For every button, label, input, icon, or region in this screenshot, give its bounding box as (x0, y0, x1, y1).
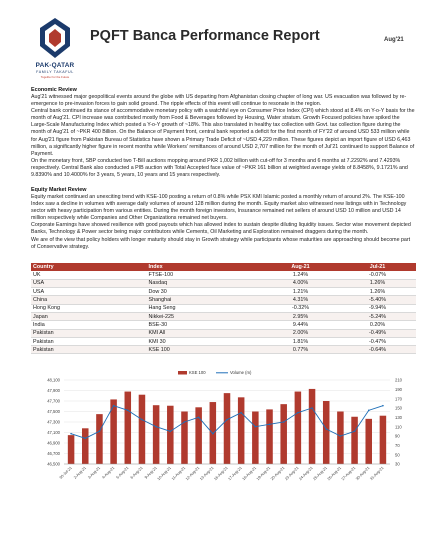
cell-aug21: 4.00% (262, 279, 339, 287)
table-header-row (31, 263, 416, 271)
y-right-tick-label: 110 (395, 424, 402, 430)
cell-jul21: -0.49% (339, 329, 416, 337)
volume-point (340, 435, 342, 437)
legend-kse100-swatch (178, 371, 187, 375)
y-right-tick-label: 210 (395, 377, 402, 383)
x-tick-label: 20-Aug-21 (270, 465, 286, 482)
kse100-bar (252, 412, 259, 465)
cell-aug21: 4.31% (262, 296, 339, 304)
table-row (31, 329, 416, 337)
volume-point (255, 426, 257, 428)
x-tick-label: 19-Aug-21 (255, 465, 272, 482)
kse100-bar (351, 417, 358, 464)
x-tick-label: 31-Aug-21 (369, 465, 385, 482)
y-right-tick-label: 30 (395, 461, 400, 467)
volume-point (198, 417, 200, 419)
y-left-tick-label: 47,900 (47, 388, 60, 394)
y-left-tick-label: 46,500 (47, 461, 60, 467)
kse100-bar (280, 404, 287, 464)
x-tick-label: 5-Aug-21 (115, 465, 130, 480)
cell-index: Dow 30 (147, 288, 263, 296)
y-right-tick-label: 50 (395, 452, 400, 458)
table-row (31, 271, 416, 279)
cell-jul21: 1.26% (339, 279, 416, 287)
kse100-bar (238, 397, 245, 464)
economic-review-text (31, 94, 415, 179)
cell-country: USA (31, 288, 147, 296)
volume-point (127, 410, 129, 412)
cell-index: BSE-30 (147, 321, 263, 329)
kse100-bar (266, 409, 273, 464)
kse100-bar (82, 428, 89, 464)
x-tick-label: 17-Aug-21 (227, 465, 243, 482)
cell-jul21: -0.64% (339, 346, 416, 354)
cell-aug21: 2.95% (262, 312, 339, 320)
table-row (31, 304, 416, 312)
economic-paragraph: On the monetary front, SBP conducted two T-Bill auctions mopping around PKR 1,002 billion with cut-off for 3 months and 6 months at 7.2292% and 7.4293% respectively. Central Bank also conducted a PIB auction with Total Accepted face value of ~PKR 161 billion at weighted average yields of 8.8458%, 9.1721% and 9.8390% and 10.4000% for 3 years, 5 years, 10 years and 15 years respectively. (31, 157, 408, 179)
volume-point (70, 433, 72, 435)
kse100-bar (96, 414, 103, 464)
y-right-tick-label: 130 (395, 414, 402, 420)
cell-jul21: 0.20% (339, 321, 416, 329)
volume-point (212, 433, 214, 435)
y-left-tick-label: 46,900 (47, 440, 60, 446)
kse100-bar (365, 419, 372, 464)
equity-paragraph: We are of the view that policy holders with longer maturity should stay in Growth strategy while participants whose maturities are approaching should become part of Conservative strategy. (31, 236, 411, 250)
kse100-bar (295, 392, 302, 464)
cell-country: China (31, 296, 147, 304)
y-left-tick-label: 48,100 (47, 377, 60, 383)
y-left-tick-label: 47,100 (47, 430, 60, 436)
volume-point (184, 421, 186, 423)
x-tick-label: 26-Aug-21 (326, 465, 343, 482)
cell-index: Shanghai (147, 296, 263, 304)
kse100-volume-chart (28, 368, 422, 494)
y-right-tick-label: 170 (395, 396, 402, 402)
logo-emblem-icon (36, 16, 74, 60)
cell-aug21: 1.21% (262, 288, 339, 296)
logo-tagline: Together for the Future (40, 75, 70, 79)
volume-point (155, 426, 157, 428)
kse100-bar (68, 435, 75, 464)
y-right-tick-label: 190 (395, 386, 402, 392)
kse100-bar (125, 392, 132, 464)
x-tick-label: 10-Aug-21 (156, 465, 173, 482)
x-tick-label: 6-Aug-21 (129, 465, 144, 480)
cell-index: Hang Seng (147, 304, 263, 312)
col-index: Index (147, 263, 263, 271)
cell-jul21: -0.47% (339, 337, 416, 345)
volume-point (297, 412, 299, 414)
kse100-bar (153, 405, 160, 464)
y-left-tick-label: 46,700 (47, 451, 60, 457)
x-tick-label: 30-Aug-21 (355, 465, 371, 482)
kse100-bar (195, 407, 202, 464)
x-tick-label: 12-Aug-21 (184, 465, 201, 482)
x-tick-label: 4-Aug-21 (101, 465, 116, 480)
cell-jul21: -5.24% (339, 312, 416, 320)
economic-paragraph: Central bank continued its stance of accommodative monetary policy with a watchful eye on Consumer Price Index (CPI) which stood at 8.4% on Y-o-Y basis for the month of Aug'21. CPI increase was contributed mostly from Food & Beverages followed by Housing, Water stratum. Growth Focused policies have spiked the Large-Scale Manufacturing Index which posted a Y-o-Y growth of ~18%. This also translated in healthy tax collection with Govt. tax collection figure during the month of Aug'21 of ~PKR 400 Billion. On the Balance of Payment front, central bank reported a deficit for the first month of FY'22 of around USD 533 million while for Aug'21 figure from Pakistan Bureau of Statistics have shown a Primary Trade Deficit of ~USD 4,229 million. These figures depict an import figure of USD 6,463 million, a significantly higher figure in recent months while Workers' remittances of around USD 2,707 million for the month of Jul'21 continued to support Balance of Payment. (31, 108, 415, 157)
y-left-tick-label: 47,500 (47, 409, 60, 415)
kse100-bar (380, 416, 387, 464)
table-row (31, 279, 416, 287)
cell-aug21: -0.32% (262, 304, 339, 312)
logo-name: PAK-QATAR (35, 62, 75, 69)
equity-paragraph: Equity market continued an unexciting trend with KSE-100 posting a return of 0.8% while PSX KMI Islamic posted a monthly return of around 2%. The KSE-100 Index saw a decline in volumes with average daily volumes of around 128 million during the month. Equity market also witnessed new listings with in Technology sector with heavy participation from various entities. During the month foreign investors, Insurance remained net sellers of around USD 10 million and USD 14 million respectively while Companies and Other Organizations remained net buyers. (31, 194, 407, 222)
cell-index: Nasdaq (147, 279, 263, 287)
kse100-bar (337, 412, 344, 465)
volume-point (113, 405, 115, 407)
cell-country: Hong Kong (31, 304, 147, 312)
table-row (31, 296, 416, 304)
x-tick-label: 23-Aug-21 (284, 465, 300, 482)
equity-review-text (31, 194, 415, 251)
x-tick-label: 24-Aug-21 (298, 465, 314, 482)
equity-review-heading: Equity Market Review (31, 187, 87, 193)
kse100-bar (167, 406, 174, 464)
volume-point (311, 407, 313, 409)
x-tick-label: 30-Jul-21 (58, 465, 73, 480)
x-tick-label: 18-Aug-21 (241, 465, 258, 482)
volume-point (368, 410, 370, 412)
volume-point (269, 424, 271, 426)
volume-point (141, 419, 143, 421)
cell-country: Pakistan (31, 346, 147, 354)
kse100-bar (323, 401, 330, 464)
x-tick-label: 16-Aug-21 (213, 465, 229, 482)
volume-point (84, 438, 86, 440)
cell-index: KMI 30 (147, 337, 263, 345)
equity-paragraph: Corporate Earnings have showed resilience with good payouts which has allowed index to sustain despite diluting liquidity issues. Sector wise movement depicted Banks, Technology & Power sector being major contributors while Cements, Oil Marketing and Exploration remained draggers during the month. (31, 222, 411, 236)
cell-index: FTSE-100 (147, 271, 263, 279)
col-country: Country (31, 263, 147, 271)
pak-qatar-logo (30, 16, 80, 84)
report-date: Aug'21 (384, 37, 404, 43)
volume-point (99, 431, 101, 433)
table-row (31, 288, 416, 296)
kse100-bar (309, 389, 316, 464)
volume-point (226, 419, 228, 421)
index-performance-table (31, 263, 416, 354)
x-tick-label: 13-Aug-21 (199, 465, 215, 482)
volume-point (170, 431, 172, 433)
cell-country: Japan (31, 312, 147, 320)
cell-country: UK (31, 271, 147, 279)
cell-country: India (31, 321, 147, 329)
x-tick-label: 25-Aug-21 (312, 465, 328, 482)
table-row (31, 346, 416, 354)
y-right-tick-label: 90 (395, 433, 400, 439)
x-tick-label: 3-Aug-21 (87, 465, 102, 480)
cell-country: Pakistan (31, 329, 147, 337)
cell-aug21: 0.77% (262, 346, 339, 354)
legend-volume-label: Volume (m) (230, 370, 252, 376)
cell-aug21: 1.81% (262, 337, 339, 345)
table-row (31, 321, 416, 329)
x-tick-label: 9-Aug-21 (143, 465, 158, 480)
cell-jul21: -5.40% (339, 296, 416, 304)
cell-aug21: 2.00% (262, 329, 339, 337)
x-tick-label: 27-Aug-21 (340, 465, 357, 482)
table-row (31, 337, 416, 345)
kse100-bar (224, 393, 231, 464)
legend-kse100-label: KSE 100 (189, 370, 206, 376)
volume-point (354, 431, 356, 433)
y-left-tick-label: 47,300 (47, 419, 60, 425)
volume-point (325, 428, 327, 430)
col-aug21: Aug-21 (262, 263, 339, 271)
kse100-bar (139, 395, 146, 464)
volume-point (382, 405, 384, 407)
y-right-tick-label: 150 (395, 405, 402, 411)
cell-index: KMI All (147, 329, 263, 337)
volume-point (240, 412, 242, 414)
x-tick-label: 2-Aug-21 (73, 465, 87, 480)
cell-index: KSE 100 (147, 346, 263, 354)
volume-point (283, 421, 285, 423)
report-title: PQFT Banca Performance Report (90, 28, 320, 44)
logo-subtitle: FAMILY TAKAFUL (36, 70, 74, 74)
cell-jul21: -9.94% (339, 304, 416, 312)
cell-aug21: 1.24% (262, 271, 339, 279)
table-row (31, 312, 416, 320)
x-tick-label: 11-Aug-21 (171, 465, 187, 482)
y-right-tick-label: 70 (395, 442, 400, 448)
economic-review-heading: Economic Review (31, 87, 77, 93)
kse100-bar (181, 412, 188, 465)
cell-country: Pakistan (31, 337, 147, 345)
economic-paragraph: Aug'21 witnessed major geopolitical events around the globe with US departing from Afghanistan closing chapter of long war. US evacuation was followed by re-emergence to pre-invasion forces to gain solid ground. The ripple effects of this event will continue to resonate in the region. (31, 94, 407, 108)
col-jul21: Jul-21 (339, 263, 416, 271)
cell-jul21: -0.07% (339, 271, 416, 279)
y-left-tick-label: 47,700 (47, 398, 60, 404)
cell-country: USA (31, 279, 147, 287)
cell-aug21: 9.44% (262, 321, 339, 329)
cell-index: Nikkei-225 (147, 312, 263, 320)
cell-jul21: 1.26% (339, 288, 416, 296)
